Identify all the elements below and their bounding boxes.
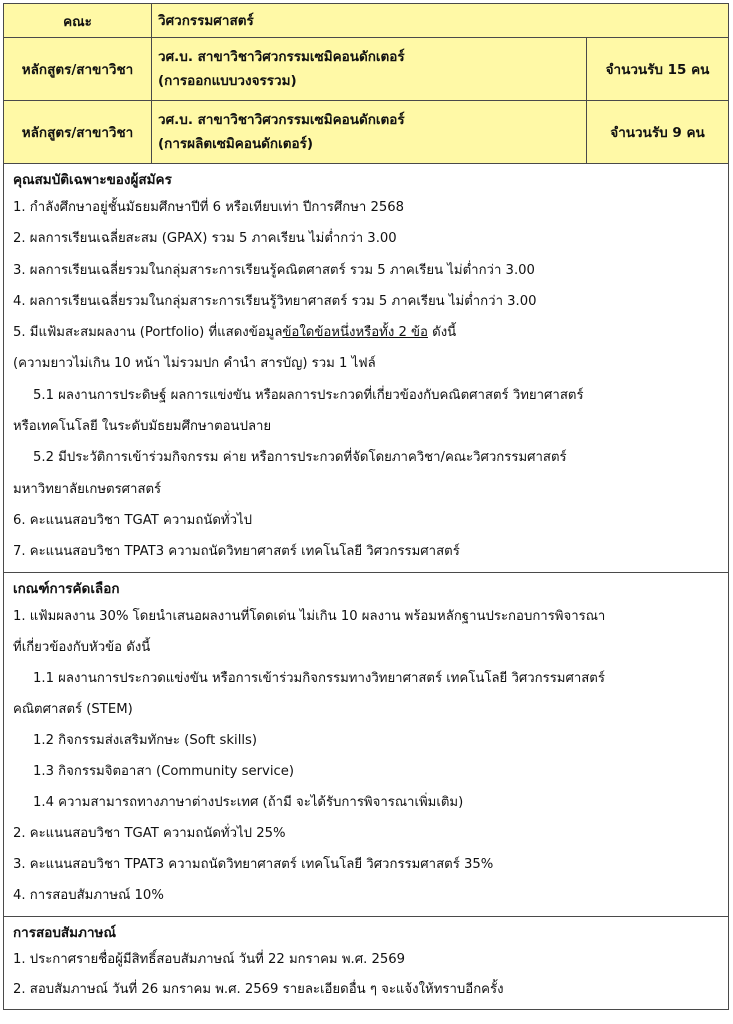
- portfolio-underlined: ข้อใดข้อหนึ่งหรือทั้ง 2 ข้อ: [282, 325, 428, 341]
- program-quota: จำนวนรับ 15 คน: [587, 38, 729, 101]
- interview-item: 1. ประกาศรายชื่อผู้มีสิทธิ์สอบสัมภาษณ์ วันที่ 22 มกราคม พ.ศ. 2569: [13, 951, 406, 967]
- program-row: [4, 101, 729, 164]
- portfolio-sub-item: 5.1 ผลงานการประดิษฐ์ ผลการแข่งขัน หรือผลการประกวดที่เกี่ยวข้องกับคณิตศาสตร์ วิทยาศาสตร์: [33, 387, 584, 403]
- selection-item: 3. คะแนนสอบวิชา TPAT3 ความถนัดวิทยาศาสตร์ เทคโนโลยี วิศวกรรมศาสตร์ 35%: [13, 857, 494, 873]
- program-name: [152, 38, 587, 101]
- faculty-row: [4, 4, 729, 38]
- faculty-value: วิศวกรรมศาสตร์: [152, 4, 729, 38]
- selection-section: [4, 572, 729, 916]
- selection-item-cont: ที่เกี่ยวข้องกับหัวข้อ ดังนี้: [13, 639, 151, 655]
- portfolio-suffix: ดังนี้: [427, 325, 457, 341]
- portfolio-sub-item-cont: มหาวิทยาลัยเกษตรศาสตร์: [13, 481, 162, 497]
- qualification-item: 4. ผลการเรียนเฉลี่ยรวมในกลุ่มสาระการเรียนรู้วิทยาศาสตร์ รวม 5 ภาคเรียน ไม่ต่ำกว่า 3.00: [13, 293, 537, 309]
- interview-item: 2. สอบสัมภาษณ์ วันที่ 26 มกราคม พ.ศ. 2569 รายละเอียดอื่น ๆ จะแจ้งให้ทราบอีกครั้ง: [13, 981, 504, 997]
- program-track: (การผลิตเซมิคอนดักเตอร์): [158, 136, 314, 152]
- program-quota: จำนวนรับ 9 คน: [587, 101, 729, 164]
- portfolio-prefix: 5. มีแฟ้มสะสมผลงาน (Portfolio) ที่แสดงข้อมูล: [13, 325, 283, 341]
- selection-item: 1. แฟ้มผลงาน 30% โดยนำเสนอผลงานที่โดดเด่น ไม่เกิน 10 ผลงาน พร้อมหลักฐานประกอบการพิจารณา: [13, 608, 606, 624]
- selection-sub-item: 1.4 ความสามารถทางภาษาต่างประเทศ (ถ้ามี จะได้รับการพิจารณาเพิ่มเติม): [33, 795, 464, 811]
- selection-sub-item: 1.3 กิจกรรมจิตอาสา (Community service): [33, 764, 295, 780]
- admission-table: [3, 3, 729, 1010]
- interview-title: การสอบสัมภาษณ์: [13, 924, 116, 941]
- program-label: หลักสูตร/สาขาวิชา: [4, 101, 152, 164]
- program-row: [4, 38, 729, 101]
- selection-sub-item: 1.2 กิจกรรมส่งเสริมทักษะ (Soft skills): [33, 732, 258, 748]
- program-label: หลักสูตร/สาขาวิชา: [4, 38, 152, 101]
- qualification-item: 7. คะแนนสอบวิชา TPAT3 ความถนัดวิทยาศาสตร์ เทคโนโลยี วิศวกรรมศาสตร์: [13, 544, 460, 560]
- program-name-line: วศ.บ. สาขาวิชาวิศวกรรมเซมิคอนดักเตอร์: [158, 112, 405, 128]
- qualifications-section: [4, 164, 729, 573]
- selection-item: 2. คะแนนสอบวิชา TGAT ความถนัดทั่วไป 25%: [13, 826, 286, 842]
- selection-sub-item: 1.1 ผลงานการประกวดแข่งขัน หรือการเข้าร่วมกิจกรรมทางวิทยาศาสตร์ เทคโนโลยี วิศวกรรมศาสตร์: [33, 670, 605, 686]
- program-track: (การออกแบบวงจรรวม): [158, 73, 297, 89]
- program-name: [152, 101, 587, 164]
- qualification-item: 6. คะแนนสอบวิชา TGAT ความถนัดทั่วไป: [13, 512, 253, 528]
- selection-title: เกณฑ์การคัดเลือก: [13, 580, 120, 597]
- qualifications-title: คุณสมบัติเฉพาะของผู้สมัคร: [13, 172, 172, 188]
- faculty-label: คณะ: [4, 4, 152, 38]
- portfolio-sub-item-cont: หรือเทคโนโลยี ในระดับมัธยมศึกษาตอนปลาย: [13, 419, 272, 435]
- portfolio-note: (ความยาวไม่เกิน 10 หน้า ไม่รวมปก คำนำ สารบัญ) รวม 1 ไฟล์: [13, 356, 376, 372]
- qualification-item: 3. ผลการเรียนเฉลี่ยรวมในกลุ่มสาระการเรียนรู้คณิตศาสตร์ รวม 5 ภาคเรียน ไม่ต่ำกว่า 3.00: [13, 262, 535, 278]
- qualification-item: 2. ผลการเรียนเฉลี่ยสะสม (GPAX) รวม 5 ภาคเรียน ไม่ต่ำกว่า 3.00: [13, 231, 397, 247]
- selection-sub-item-cont: คณิตศาสตร์ (STEM): [13, 701, 133, 717]
- selection-item: 4. การสอบสัมภาษณ์ 10%: [13, 888, 164, 904]
- program-name-line: วศ.บ. สาขาวิชาวิศวกรรมเซมิคอนดักเตอร์: [158, 49, 405, 65]
- qualification-item: 1. กำลังศึกษาอยู่ชั้นมัธยมศึกษาปีที่ 6 หรือเทียบเท่า ปีการศึกษา 2568: [13, 200, 405, 215]
- interview-section: [4, 916, 729, 1009]
- portfolio-sub-item: 5.2 มีประวัติการเข้าร่วมกิจกรรม ค่าย หรือการประกวดที่จัดโดยภาควิชา/คณะวิศวกรรมศาสตร์: [33, 450, 567, 466]
- portfolio-requirement: [13, 317, 719, 348]
